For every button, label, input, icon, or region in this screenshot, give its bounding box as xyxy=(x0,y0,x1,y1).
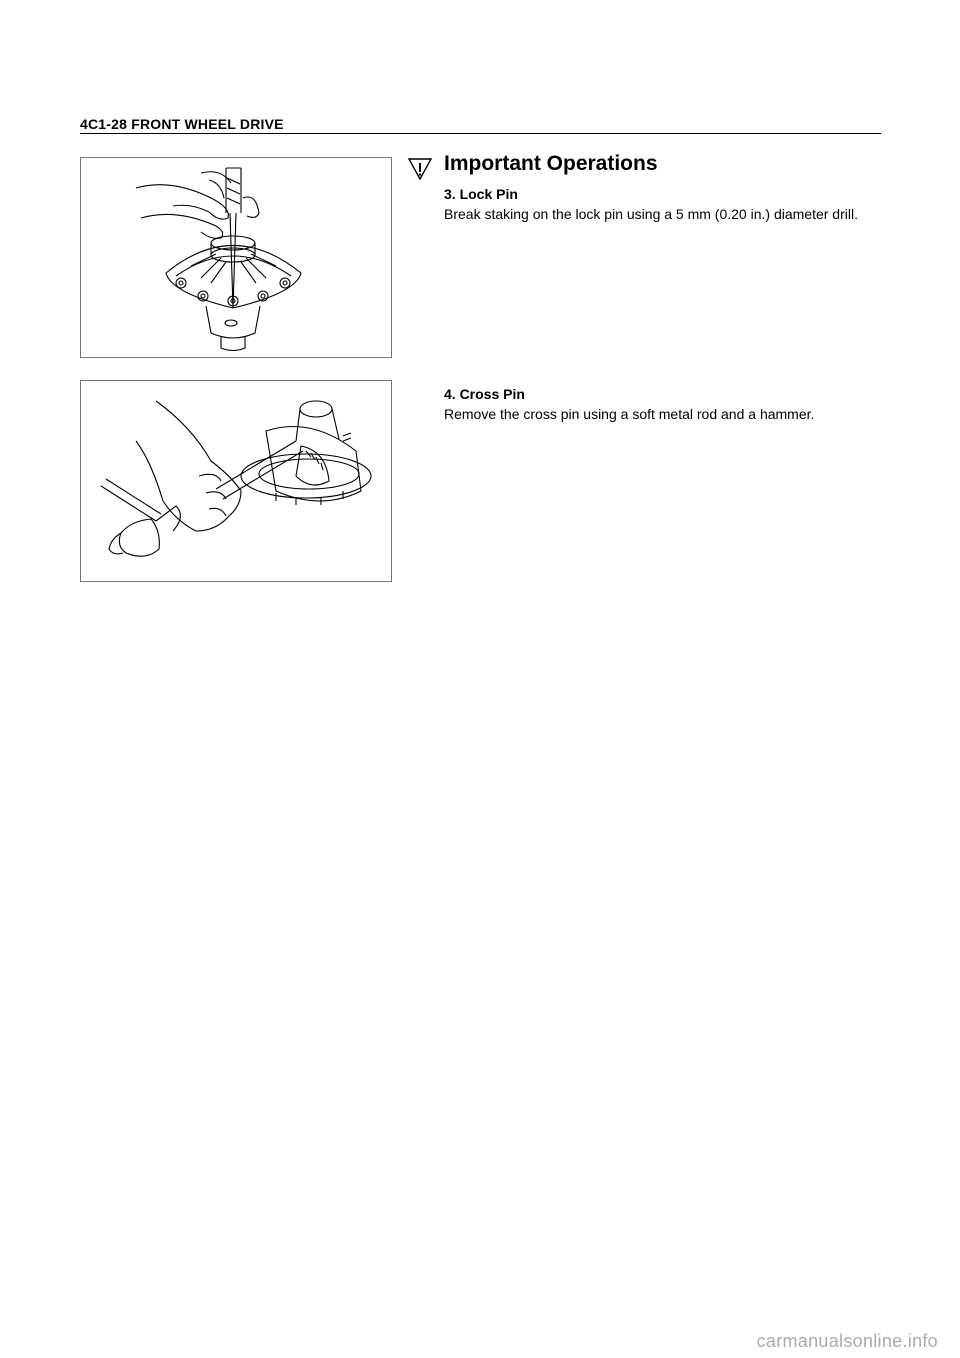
watermark: carmanualsonline.info xyxy=(756,1331,938,1351)
header-rule xyxy=(80,133,881,134)
step-text-cross-pin: Remove the cross pin using a soft metal rod and a hammer. xyxy=(444,406,815,422)
step-title-lock-pin: 3. Lock Pin xyxy=(444,186,518,202)
step-title-cross-pin: 4. Cross Pin xyxy=(444,386,525,402)
step-text-lock-pin: Break staking on the lock pin using a 5 mm (0.20 in.) diameter drill. xyxy=(444,206,858,222)
section-title: Important Operations xyxy=(444,152,658,175)
lock-pin-drilling-illustration xyxy=(80,157,392,358)
cross-pin-removal-illustration xyxy=(80,380,392,582)
caution-triangle-icon xyxy=(408,158,432,180)
page-header: 4C1-28 FRONT WHEEL DRIVE xyxy=(80,116,284,132)
